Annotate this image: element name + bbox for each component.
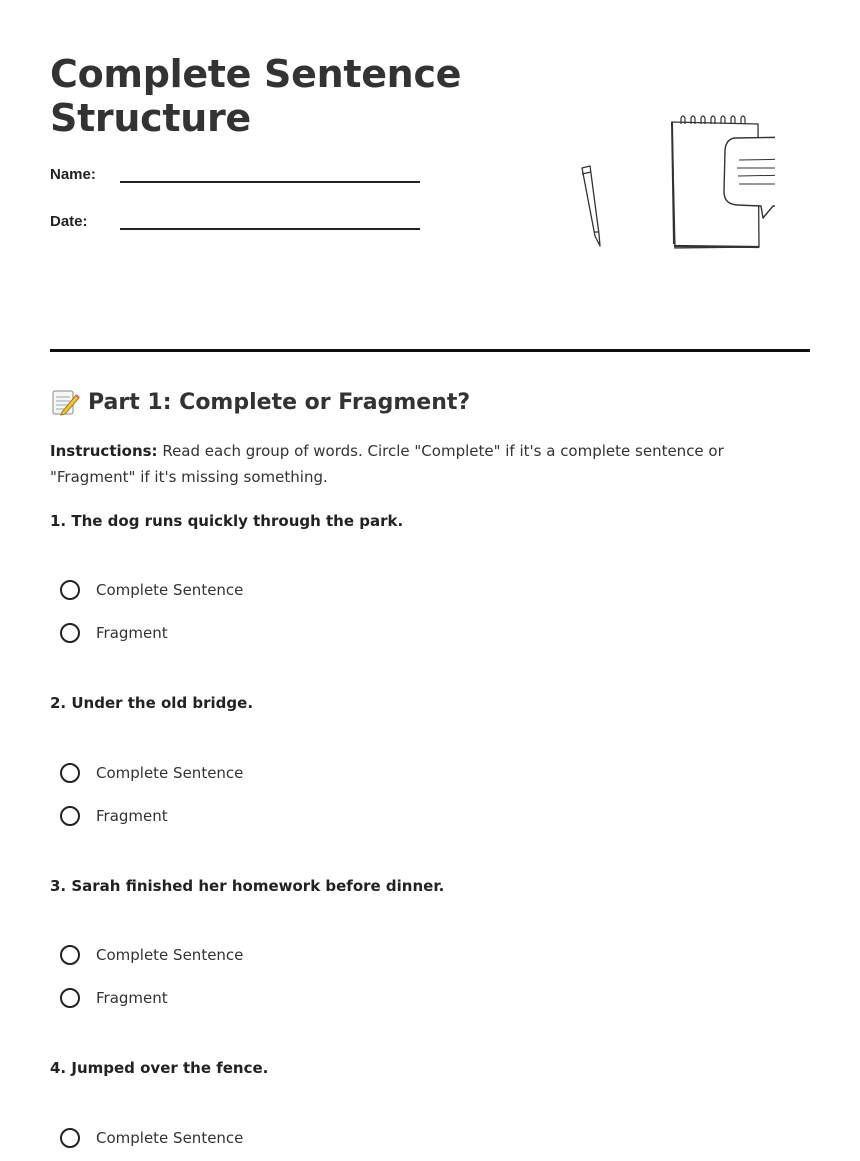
notepad-illustration [575,108,775,258]
option-label: Complete Sentence [96,581,244,599]
question-3 [50,877,810,895]
part1-title: Part 1: Complete or Fragment? [88,389,471,415]
option-complete[interactable] [60,760,243,786]
question-1 [50,512,810,530]
name-line[interactable] [120,181,420,183]
instructions [50,438,810,490]
instructions-text: Read each group of words. Circle "Complete" if it's a complete sentence or "Fragment" if it's missing something. [50,442,724,486]
question-text: 4. Jumped over the fence. [50,1059,269,1077]
radio-circle[interactable] [60,806,80,826]
instructions-label: Instructions: [50,442,158,460]
question-4 [50,1059,810,1077]
date-label: Date: [50,213,88,230]
option-complete[interactable] [60,577,243,603]
title-line-1: Complete Sentence [50,52,462,96]
option-fragment[interactable] [60,803,168,829]
radio-circle[interactable] [60,623,80,643]
radio-circle[interactable] [60,988,80,1008]
section-divider [50,349,810,352]
page-title [50,52,520,140]
part1-heading [50,388,470,416]
option-fragment[interactable] [60,620,168,646]
date-field[interactable] [50,213,420,237]
option-complete[interactable] [60,1125,243,1151]
option-complete[interactable] [60,942,243,968]
question-text: 3. Sarah finished her homework before dinner. [50,877,445,895]
date-line[interactable] [120,228,420,230]
speech-bubble-icon [724,137,775,218]
option-label: Complete Sentence [96,764,244,782]
option-label: Complete Sentence [96,946,244,964]
pencil-icon [582,166,600,246]
option-label: Fragment [96,624,168,642]
option-label: Complete Sentence [96,1129,244,1147]
option-label: Fragment [96,989,168,1007]
radio-circle[interactable] [60,763,80,783]
memo-icon [50,388,80,416]
radio-circle[interactable] [60,580,80,600]
radio-circle[interactable] [60,945,80,965]
name-label: Name: [50,166,96,183]
title-line-2: Structure [50,96,251,140]
name-field[interactable] [50,166,420,190]
question-text: 1. The dog runs quickly through the park. [50,512,404,530]
option-fragment[interactable] [60,985,168,1011]
radio-circle[interactable] [60,1128,80,1148]
question-text: 2. Under the old bridge. [50,694,254,712]
option-label: Fragment [96,807,168,825]
question-2 [50,694,810,712]
